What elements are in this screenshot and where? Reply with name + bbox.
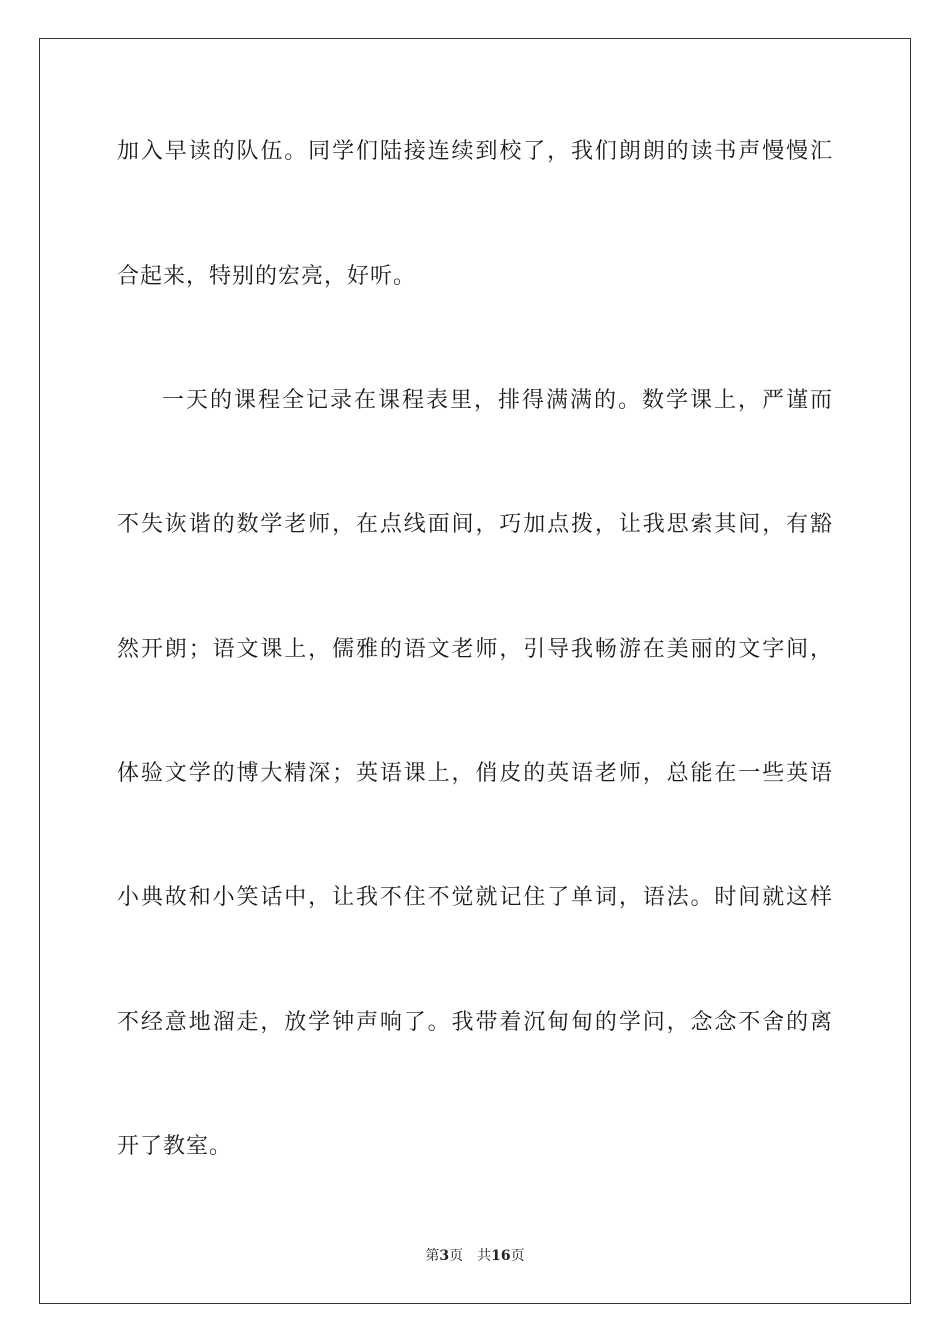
- footer-page-prefix: 第: [425, 1248, 440, 1264]
- paragraph-line-8: 不经意地溜走，放学钟声响了。我带着沉甸甸的学问，念念不舍的离: [117, 1010, 833, 1035]
- paragraph-line-7: 小典故和小笑话中，让我不住不觉就记住了单词，语法。时间就这样: [117, 885, 833, 910]
- footer-page-suffix: 页: [449, 1248, 464, 1264]
- paragraph-line-9: 开了教室。: [117, 1134, 233, 1159]
- footer-total-pages: 16: [491, 1248, 511, 1264]
- footer-total-suffix: 页: [510, 1248, 525, 1264]
- paragraph-line-2: 合起来，特别的宏亮，好听。: [117, 264, 417, 289]
- paragraph-line-1: 加入早读的队伍。同学们陆接连续到校了，我们朗朗的读书声慢慢汇: [117, 139, 833, 164]
- page-footer: [0, 1247, 950, 1265]
- paragraph-line-5: 然开朗；语文课上，儒雅的语文老师，引导我畅游在美丽的文字间，: [117, 637, 833, 662]
- footer-total-prefix: 共: [477, 1248, 492, 1264]
- paragraph-line-3: 一天的课程全记录在课程表里，排得满满的。数学课上，严谨而: [162, 388, 833, 413]
- paragraph-line-6: 体验文学的博大精深；英语课上，俏皮的英语老师，总能在一些英语: [117, 761, 833, 786]
- footer-page-number: 3: [439, 1248, 450, 1264]
- paragraph-line-4: 不失诙谐的数学老师，在点线面间，巧加点拨，让我思索其间，有豁: [117, 512, 833, 537]
- page-border: [39, 38, 911, 1304]
